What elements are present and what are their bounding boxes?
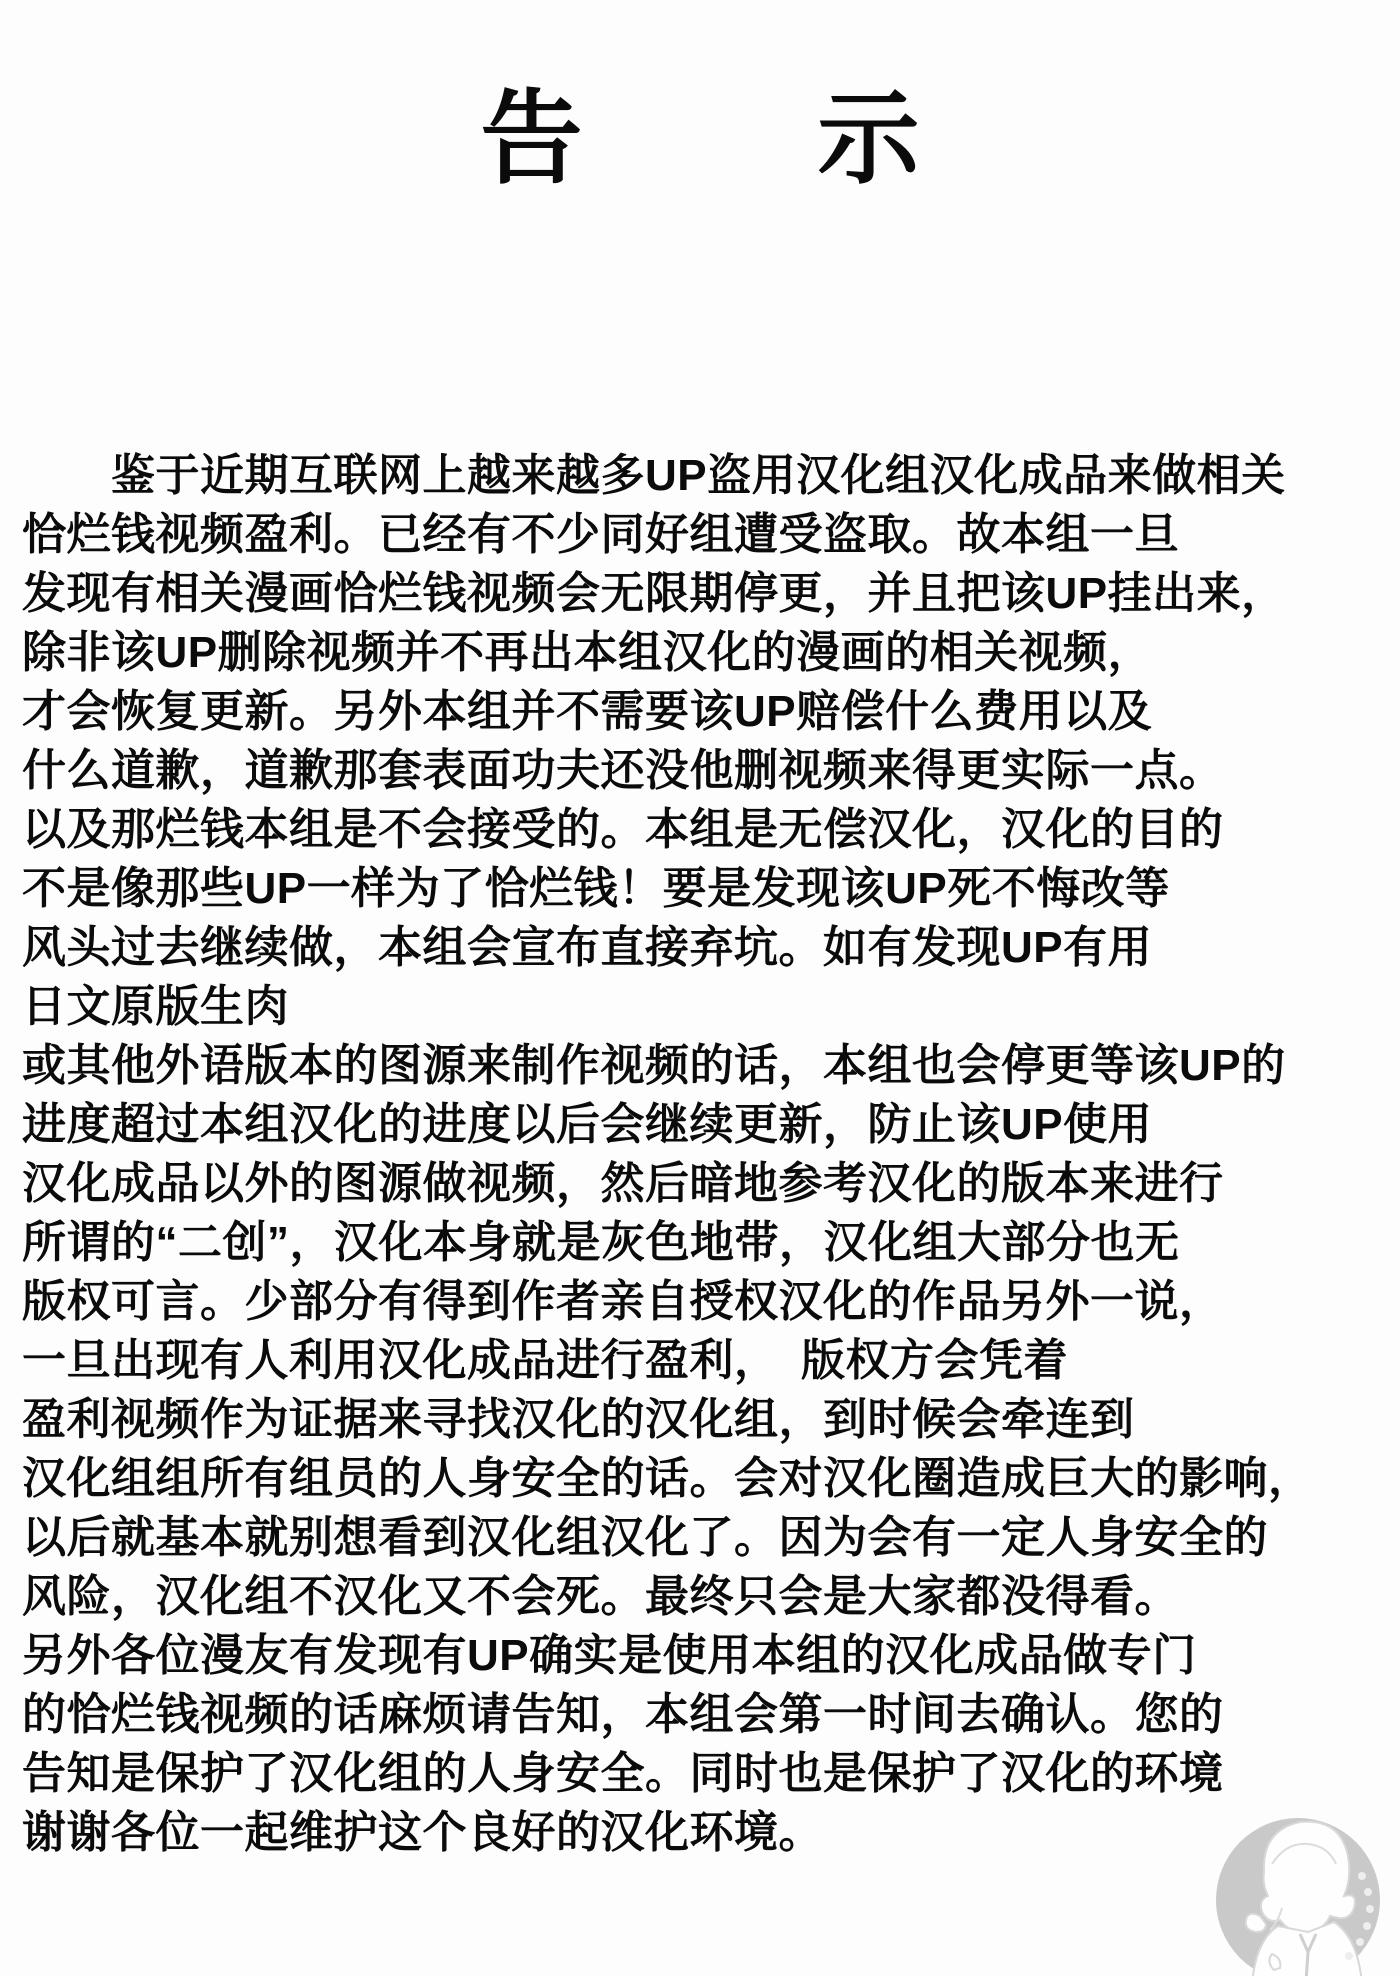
notice-line: 除非该UP删除视频并不再出本组汉化的漫画的相关视频， [22,628,1153,677]
notice-line: 恰烂钱视频盈利。已经有不少同好组遭受盗取。故本组一旦 [22,510,1179,559]
notice-line: 告知是保护了汉化组的人身安全。同时也是保护了汉化的环境 [22,1749,1224,1798]
notice-line: 或其他外语版本的图源来制作视频的话，本组也会停更等该UP的 [22,1041,1286,1090]
notice-line: 汉化组组所有组员的人身安全的话。会对汉化圈造成巨大的影响， [22,1454,1313,1503]
notice-line: 鉴于近期互联网上越来越多UP盗用汉化组汉化成品来做相关 [22,451,1286,500]
notice-line: 风险，汉化组不汉化又不会死。最终只会是大家都没得看。 [22,1572,1179,1621]
notice-line: 的恰烂钱视频的话麻烦请告知，本组会第一时间去确认。您的 [22,1690,1224,1739]
page-title-char-left: 告 [480,82,583,196]
notice-line: 不是像那些UP一样为了恰烂钱！要是发现该UP死不悔改等 [22,864,1170,913]
notice-line: 才会恢复更新。另外本组并不需要该UP赔偿什么费用以及 [22,687,1153,736]
notice-body [22,446,1388,1862]
notice-line: 以后就基本就别想看到汉化组汉化了。因为会有一定人身安全的 [22,1513,1268,1562]
notice-line: 谢谢各位一起维护这个良好的汉化环境。 [22,1808,823,1857]
notice-line: 进度超过本组汉化的进度以后会继续更新，防止该UP使用 [22,1100,1153,1149]
notice-line: 另外各位漫友有发现有UP确实是使用本组的汉化成品做专门 [22,1631,1197,1680]
notice-line: 以及那烂钱本组是不会接受的。本组是无偿汉化，汉化的目的 [22,805,1224,854]
notice-line: 什么道歉，道歉那套表面功夫还没他删视频来得更实际一点。 [22,746,1224,795]
page-title [0,58,1400,204]
notice-line: 发现有相关漫画恰烂钱视频会无限期停更，并且把该UP挂出来， [22,569,1286,618]
notice-line: 风头过去继续做，本组会宣布直接弃坑。如有发现UP有用 [22,923,1153,972]
notice-line: 一旦出现有人利用汉化成品进行盈利， 版权方会凭着 [22,1336,1068,1385]
notice-line: 所谓的“二创”，汉化本身就是灰色地带，汉化组大部分也无 [22,1218,1180,1267]
notice-line: 版权可言。少部分有得到作者亲自授权汉化的作品另外一说， [22,1277,1224,1326]
page-title-char-right: 示 [817,82,920,196]
notice-line: 盈利视频作为证据来寻找汉化的汉化组，到时候会牵连到 [22,1395,1135,1444]
notice-line: 汉化成品以外的图源做视频，然后暗地参考汉化的版本来进行 [22,1159,1224,1208]
notice-line: 日文原版生肉 [22,982,289,1031]
